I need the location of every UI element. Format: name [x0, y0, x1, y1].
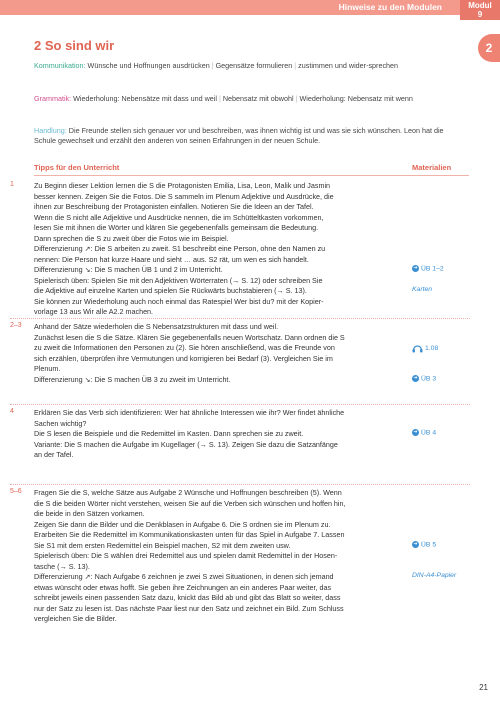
material-reference [412, 429, 436, 436]
audio-track: 1.08 [425, 344, 439, 352]
material-label: ÜB 5 [421, 540, 437, 548]
tip-line: die Adjektive auf einzelne Karten und spielen Sie Rückwärts buchstabieren (→ S. 13). [34, 286, 307, 295]
grammatik-label: Grammatik: [34, 94, 72, 103]
tip-line: Differenzierung ↗: Nach Aufgabe 6 zeichnen je zwei S zwei Situationen, in denen sich jemand [34, 572, 334, 581]
row-divider [10, 484, 470, 485]
tip-number: 4 [10, 408, 14, 415]
tip-line: Fragen Sie die S, welche Sätze aus Aufgabe 2 Wünsche und Hoffnungen beschreiben (5). Wenn [34, 488, 342, 497]
material-label: ÜB 1–2 [421, 265, 444, 273]
material-label: ÜB 4 [421, 429, 437, 437]
row-divider [10, 318, 470, 319]
tip-line: Dann sprechen die S zu zweit über die Fotos wie im Beispiel. [34, 233, 229, 243]
grammatik-text: Wiederholung: Nebensätze mit dass und weil [73, 94, 217, 103]
handlung-info [34, 126, 452, 146]
tip-line: Sie können zur Wiederholung auch noch einmal das Ratespiel Wer bist du? mit der Kopier- [34, 296, 324, 306]
header-divider [34, 175, 469, 176]
tip-line: Differenzierung ↘: Die S machen ÜB 1 und 2 im Unterricht. [34, 265, 223, 274]
material-reference [412, 265, 444, 272]
modul-tab [460, 0, 500, 20]
row-divider [10, 404, 470, 405]
tip-line: nennen: Die Person hat kurze Haare und sieht … aus. S2 rät, um wen es sich handelt. [34, 254, 309, 264]
arrow-icon: ➜ [413, 265, 418, 271]
modul-label: Modul [468, 1, 492, 10]
arrow-icon: ➜ [413, 429, 418, 435]
tip-line: die beide in den Sätzen vorkamen. [34, 509, 145, 518]
materialien-heading: Materialien [412, 163, 452, 172]
page-number: 21 [479, 683, 488, 692]
tip-line: Plenum. [34, 364, 61, 373]
tip-line: Sie S1 mit dem ersten Redemittel ein Beispiel machen, S2 mit dem zweiten usw. [34, 540, 291, 550]
tip-line: vergleichen Sie die Bilder. [34, 614, 117, 623]
tip-line: Differenzierung ↗: Die S arbeiten zu zweit. S1 beschreibt eine Person, ohne den Namen zu [34, 244, 326, 253]
tip-line: Erarbeiten Sie die Redemittel im Kommunikationskasten unten für das Spiel in Aufgabe 7. Lassen [34, 530, 345, 539]
handlung-label: Handlung: [34, 126, 67, 135]
tip-line: Zeigen Sie dann die Bilder und die Denkblasen in Aufgabe 6. Die S ordnen sie im Plenum zu. [34, 519, 331, 529]
tip-line: Zunächst lesen die S die Sätze. Klären Sie gegebenenfalls neuen Wortschatz. Dann ordnen die S [34, 332, 345, 342]
tip-line: lesen Sie mit ihnen die Wörter und klären Sie gegebenenfalls gemeinsam die Bedeutung. [34, 223, 319, 232]
tip-line: die S die beiden Wörter nicht verstehen, weisen Sie auf die Verben sich wünschen und hoffen hin, [34, 498, 346, 508]
material-item: DIN-A4-Papier [412, 572, 457, 579]
tip-line: ihnen zur Beschreibung der Protagonisten einfallen. Notieren Sie die Ideen an der Tafel. [34, 202, 314, 211]
tip-line: Variante: Die S machen die Aufgabe im Kugellager (→ S. 13). Zeigen Sie dazu die Satzanfänge [34, 439, 338, 449]
arrow-icon: ➜ [413, 540, 418, 547]
kommunikation-item: Gegensätze formulieren [215, 61, 293, 70]
tip-line: besser kennen. Zeigen Sie die Fotos. Die S sammeln im Plenum Adjektive und Ausdrücke, die [34, 191, 334, 201]
tip-line: Anhand der Sätze wiederholen die S Nebensatzstrukturen mit dass und weil. [34, 322, 279, 331]
kommunikation-item: zustimmen und wider-sprechen [298, 61, 399, 70]
kommunikation-info: Kommunikation: Wünsche und Hoffnungen ausdrücken | Gegensätze formulieren | zustimmen und wider-sprechen [34, 61, 399, 70]
tip-line: Die S lesen die Beispiele und die Redemittel im Kasten. Dann sprechen sie zu zweit. [34, 429, 304, 438]
tip-line: Erklären Sie das Verb sich identifizieren: Wer hat ähnliche Interessen wie ihr? Wer findet ähnliche [34, 408, 345, 417]
lesson-side-marker: 2 [478, 34, 500, 62]
tip-number: 1 [10, 181, 14, 188]
grammatik-info: Grammatik: Wiederholung: Nebensätze mit dass und weil | Nebensatz mit obwohl | Wiederholung: Nebensatz mit wenn [34, 94, 413, 103]
material-item: Karten [412, 286, 433, 293]
tip-line: Spielerisch üben: Die S wählen drei Redemittel aus und spielen damit Redemittel in der Hosen- [34, 551, 338, 560]
tipps-heading: Tipps für den Unterricht [34, 163, 120, 172]
tip-line: Wenn die S nicht alle Adjektive und Ausdrücke nennen, die im Schütteltkasten vorkommen, [34, 212, 324, 222]
grammatik-text: Nebensatz mit obwohl [222, 94, 294, 103]
tip-line: Differenzierung ↘: Die S machen ÜB 3 zu zweit im Unterricht. [34, 374, 231, 384]
kommunikation-label: Kommunikation: [34, 61, 86, 70]
arrow-icon: ➜ [413, 374, 418, 381]
material-reference [412, 541, 436, 548]
tip-number: 5–6 [10, 488, 22, 495]
audio-reference [412, 343, 438, 353]
tip-line: Spielerisch üben: Spielen Sie mit den Adjektiven Wörterraten (→ S. 12) oder schreiben Sie [34, 275, 323, 285]
material-label: ÜB 3 [421, 374, 437, 382]
header-title: Hinweise zu den Modulen [338, 2, 442, 12]
tip-line: etwas wünscht oder etwas hofft. Sie geben ihre Zeichnungen an ein anderes Paar weiter, das [34, 582, 332, 592]
tip-number: 2–3 [10, 322, 22, 329]
lesson-title: 2 So sind wir [34, 38, 115, 53]
tip-line: Zu Beginn dieser Lektion lernen die S die Protagonisten Emilia, Lisa, Leon, Malik und Jasmin [34, 181, 331, 190]
tip-line: vorlage 13 aus Wir alle A2.2 machen. [34, 307, 154, 316]
material-reference [412, 375, 436, 382]
tip-line: tasche (→ S. 13). [34, 561, 90, 571]
headphones-icon [412, 343, 423, 353]
header-bar [0, 0, 500, 15]
kommunikation-item: Wünsche und Hoffnungen ausdrücken [87, 61, 210, 70]
tip-line: Sachen wichtig? [34, 418, 87, 428]
modul-number: 9 [477, 10, 483, 19]
tip-line: sich erzählen, überprüfen ihre Vermutungen und korrigieren bei Bedarf (3). Vergleichen Sie im [34, 353, 333, 363]
tip-line: schreibt jeweils einen passenden Satz dazu, knickt das Bild ab und gibt das Blatt so weiter, dass [34, 593, 341, 602]
tip-line: an der Tafel. [34, 450, 74, 459]
grammatik-text: Wiederholung: Nebensatz mit wenn [299, 94, 413, 103]
tip-line: zu zweit die Informationen den Personen zu (2). Sie hören anschließend, was die Freunde von [34, 343, 335, 352]
handlung-text: Die Freunde stellen sich genauer vor und beschreiben, was ihnen wichtig ist und was sie sich wünschen. Leon hat die Schule gewechselt und erzählt den anderen von seinen Erfahrungen in der neuen Schule. [34, 126, 444, 145]
tip-line: nur der Satz zu lesen ist. Das nächste Paar liest nur den Satz und zeichnet ein Bild. Zum Schluss [34, 603, 344, 613]
